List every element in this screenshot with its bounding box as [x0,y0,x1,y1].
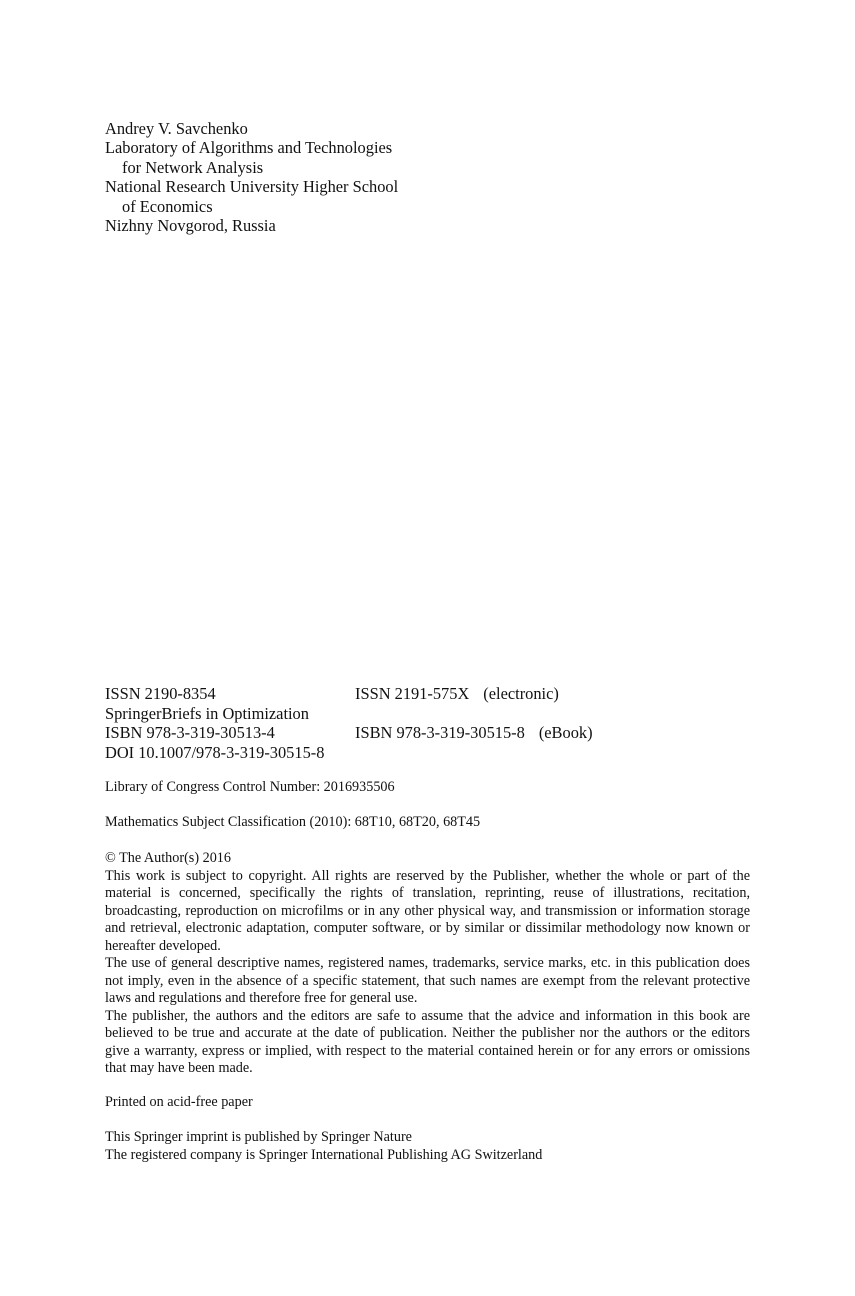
institution-line-continued: of Economics [122,196,213,216]
isbn-print: ISBN 978-3-319-30513-4 [105,723,275,743]
doi: DOI 10.1007/978-3-319-30515-8 [105,742,325,762]
author-address-block [105,119,398,235]
issn-electronic-note: (electronic) [483,684,559,703]
copyright-paragraph-disclaimer: The publisher, the authors and the editors are safe to assume that the advice and information in this book are believed to be true and accurate at the date of publication. Neither the publisher nor the authors or the editors give a warranty, express or implied, with respect to the material contained herein or for any errors or omissions that may have been made. [105,1007,750,1076]
copyright-paragraph-names: The use of general descriptive names, registered names, trademarks, service marks, etc. in this publication does not imply, even in the absence of a specific statement, that such names are exempt from the relevant protective laws and regulations and therefore free for general use. [105,955,750,1006]
copyright-holder: © The Author(s) 2016 [105,850,231,866]
copyright-paragraph-rights: This work is subject to copyright. All rights are reserved by the Publisher, whether the whole or part of the material is concerned, specifically the rights of translation, reprinting, reuse of illustrations, recitation, broadcasting, reproduction on microfilms or in any other physical way, and transmission or information storage and retrieval, electronic adaptation, computer software, or by similar or dissimilar methodology now known or hereafter developed. [105,867,750,954]
msc-line: Mathematics Subject Classification (2010): 68T10, 68T20, 68T45 [105,814,481,830]
affiliation-line: Laboratory of Algorithms and Technologies [105,138,393,158]
author-location: Nizhny Novgorod, Russia [105,216,276,236]
institution-line: National Research University Higher School [105,177,399,197]
issn-electronic-group [355,684,559,704]
copyright-notice [105,850,750,1078]
registered-company-line: The registered company is Springer International Publishing AG Switzerland [105,1146,543,1163]
issn-print: ISSN 2190-8354 [105,684,216,703]
isbn-ebook-group [355,723,593,743]
lccn-line: Library of Congress Control Number: 2016935506 [105,779,395,795]
isbn-ebook-note: (eBook) [538,723,593,743]
imprint-line: This Springer imprint is published by Springer Nature [105,1129,412,1145]
printed-note: Printed on acid-free paper [105,1094,253,1110]
imprint-block [105,1129,750,1164]
series-title: SpringerBriefs in Optimization [105,703,309,723]
author-name: Andrey V. Savchenko [105,119,248,138]
issn-electronic: ISSN 2191-575X [355,684,470,703]
isbn-ebook: ISBN 978-3-319-30515-8 [355,723,525,743]
affiliation-line-continued: for Network Analysis [122,157,264,177]
